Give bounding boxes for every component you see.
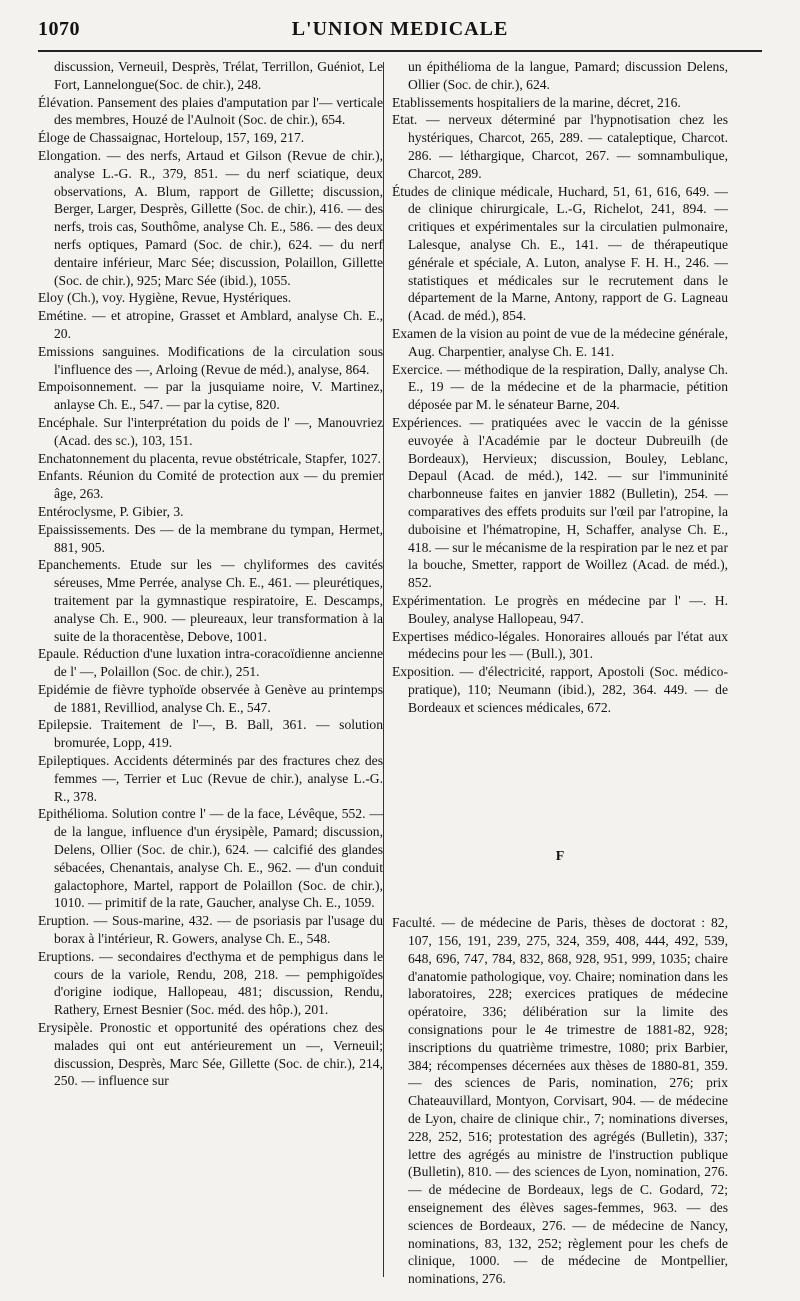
index-entry: Enfants. Réunion du Comité de protection aux — du premier âge, 263. [38,468,383,502]
running-title: L'UNION MEDICALE [291,18,509,40]
index-entry: Epaississements. Des — de la membrane du tympan, Hermet, 881, 905. [38,521,383,555]
index-entry: Eruption. — Sous-marine, 432. — de psoriasis par l'usage du borax à l'intérieur, R. Gowers, analyse Ch. E., 548. [38,913,383,947]
index-entry: Epanchements. Etude sur les — chyliformes des cavités séreuses, Mme Perrée, analyse Ch. E., 461. — pleurétiques, traitement par la gymnastique respiratoire, E. Descamps, analyse Ch. E., 900. — pleureaux, leur transformation à la suite de la thoracentèse, Debove, 1001. [38,557,383,644]
index-entry: Études de clinique médicale, Huchard, 51, 61, 616, 649. — de clinique chirurgicale, L.-G, Richelot, 241, 894. — critiques et expérimentales sur la circulatien pulmonaire, Lalesque, analyse Ch. E., 141. — de thérapeutique générale et spéciale, A. Luton, analyse F. H. H., 246. — statistiques et médicales sur le recrutement dans le département de la Marne, Antony, rapport de G. Lagneau (Acad. de méd.), 854. [392,183,728,324]
column-divider [383,62,384,1277]
section-letter: F [555,849,565,865]
index-entry: Epithélioma. Solution contre l' — de la face, Lévêque, 552. — de la langue, influence d'un érysipèle, Pamard; discussion, Delens, Ollier (Soc. de chir.), 624. — calcifié des glandes sébacées, Chenantais, analyse Ch. E., 962. — d'un conduit galactophore, Martel, rapport de Polaillon (Soc. de chir.), 1010. — primitif de la rate, Gaucher, analyse Ch. E., 1059. [38,806,383,911]
left-column [38,58,383,1090]
index-entry: Eruptions. — secondaires d'ecthyma et de pemphigus dans le cours de la variole, Rendu, 208, 218. — pemphigoïdes d'origine iodique, Hallopeau, 481; discussion, Rendu, Rathery, Ernest Besnier (Soc. méd. des hôp.), 201. [38,948,383,1018]
index-entry: Encéphale. Sur l'interprétation du poids de l' —, Manouvriez (Acad. des sc.), 103, 151. [38,414,383,448]
index-entry: Enchatonnement du placenta, revue obstétricale, Stapfer, 1027. [38,450,381,466]
index-entry: Epidémie de fièvre typhoïde observée à Genève au printemps de 1881, Revilliod, analyse Ch. E., 547. [38,681,383,715]
index-entry: Exposition. — d'électricité, rapport, Apostoli (Soc. médico-pratique), 110; Neumann (ibid.), 282, 364. 449. — de Bordeaux et sciences médicales, 672. [392,664,728,715]
index-entry: Éloge de Chassaignac, Horteloup, 157, 169, 217. [38,130,305,146]
page-header [38,12,762,46]
index-entry: Etablissements hospitaliers de la marine, décret, 216. [392,94,681,110]
index-entry: Entéroclysme, P. Gibier, 3. [38,503,184,519]
index-entry: Expertises médico-légales. Honoraires alloués par l'état aux médecins pour les — (Bull.), 301. [392,628,728,662]
header-rule [38,50,762,52]
index-entry: Exercice. — méthodique de la respiration, Dally, analyse Ch. E., 19 — de la médecine et de la pharmacie, pétition déposée par M. le sénateur Barne, 204. [392,361,728,413]
index-entry: Etat. — nerveux déterminé par l'hypnotisation chez les hystériques, Charcot, 265, 289. — cataleptique, Charcot. 286. — léthargique, Charcot, 267. — somnambulique, Charcot, 289. [392,112,728,181]
right-column [392,58,728,1288]
index-entry: Emissions sanguines. Modifications de la circulation sous l'influence des —, Arloing (Revue de méd.), analyse, 864. [38,343,383,377]
index-entry: Expériences. — pratiquées avec le vaccin de la génisse euvoyée à l'Académie par le docteur Dubreuilh (de Bordeaux), Hervieux; discussion, Bouley, Leblanc, Depaul (Acad. de méd.), 142. — sur l'immuninité charbonneuse faites en janvier 1882 (Bulletin), 254. — comparatives des effets produits sur l'œil par l'atropine, la duboisine et l'hématropine, H, Schaffer, analyse Ch. E., 418. — sur le mécanisme de la respiration par le nez et par la bouche, Smetter, rapport de Woillez (Acad. de méd.), 852. [392,414,728,591]
index-entry: Examen de la vision au point de vue de la médecine générale, Aug. Charpentier, analyse Ch. E. 141. [392,325,728,359]
index-entry: un épithélioma de la langue, Pamard; discussion Delens, Ollier (Soc. de chir.), 624. [408,59,728,92]
index-entry: Emétine. — et atropine, Grasset et Amblard, analyse Ch. E., 20. [38,308,383,341]
index-entry: Epilepsie. Traitement de l'—, B. Ball, 361. — solution bromurée, Lopp, 419. [38,717,383,751]
index-entry: Elongation. — des nerfs, Artaud et Gilson (Revue de chir.), analyse L.-G. R., 379, 851. — du nerf sciatique, deux observations, A. Blum, rapport de Gillette; discussion, Berger, Larger, Desprès, Gillette (Soc. de chir.), 416. — des nerfs, trois cas, Southôme, analyse Ch. E., 586. — des deux nerfs optiques, Pamard (Soc. de chir.), 624. — du nerf dentaire inférieur, Marc Sée; discussion, Polaillon, Gillette (Soc. de chir.), 925; Marc Sée (ibid.), 1055. [38,147,383,288]
index-entry: Élévation. Pansement des plaies d'amputation par l'— verticale des membres, Houzé de l'Aulnoit (Soc. de chir.), 654. [38,94,383,128]
section-spacer [392,716,728,834]
section-spacer [392,886,728,914]
index-entry: Empoisonnement. — par la jusquiame noire, V. Martinez, anlayse Ch. E., 547. — par la cytise, 820. [38,379,383,413]
index-entry: Epileptiques. Accidents déterminés par des fractures chez des femmes —, Terrier et Luc (Revue de chir.), analyse L.-G. R., 378. [38,753,383,804]
index-entry: Eloy (Ch.), voy. Hygiène, Revue, Hystériques. [38,290,292,306]
index-entry: Erysipèle. Pronostic et opportunité des opérations chez des malades qui ont eut antérieurement un —, Verneuil; discussion, Desprès, Marc Sée, Gillette (Soc. de chir.), 214, 250. — influence sur [38,1020,383,1089]
index-entry: Epaule. Réduction d'une luxation intra-coracoïdienne ancienne de l' —, Polaillon (Soc. de chir.), 251. [38,646,383,680]
page-number: 1070 [38,18,80,40]
index-entry: Expérimentation. Le progrès en médecine par l' —. H. Bouley, analyse Hallopeau, 947. [392,592,728,626]
index-entry: Faculté. — de médecine de Paris, thèses de doctorat : 82, 107, 156, 191, 239, 275, 324, 359, 408, 444, 492, 539, 648, 696, 747, 784, 832, 868, 928, 951, 999, 1035; chaire d'anatomie pathologique, voy. Chaire; nomination dans les laboratoires, 228; exercices pratiques de médecine opératoire, 336; délibération sur la limite des consignations pour le 4e trimestre de 1881-82, 928; inscriptions du quatrième trimestre, 1080; prix Barbier, 384; récompenses décernées aux thèses de 1880-81, 359. — des sciences de Paris, nomination, 276; prix Chateauvillard, Montyon, Corvisart, 904. — de médecine de Lyon, chaire de clinique chir., 7; nominations diverses, 228, 252, 516; protestation des agrégés (Bulletin), 337; lettre des agrégés au ministre de l'instruction publique (Bulletin), 810. — des sciences de Lyon, nomination, 276. — de médecine de Bordeaux, legs de C. Godard, 72; enseignement des élèves sages-femmes, 963. — des sciences de Bordeaux, 276. — de médecine de Nancy, nominations, 83, 132, 252; règlement pour les chefs de clinique, 1000. — de médecine de Montpellier, nominations, 276. [392,915,728,1287]
index-entry: discussion, Verneuil, Desprès, Trélat, Terrillon, Guéniot, Le Fort, Lannelongue(Soc. de chir.), 248. [54,59,383,92]
